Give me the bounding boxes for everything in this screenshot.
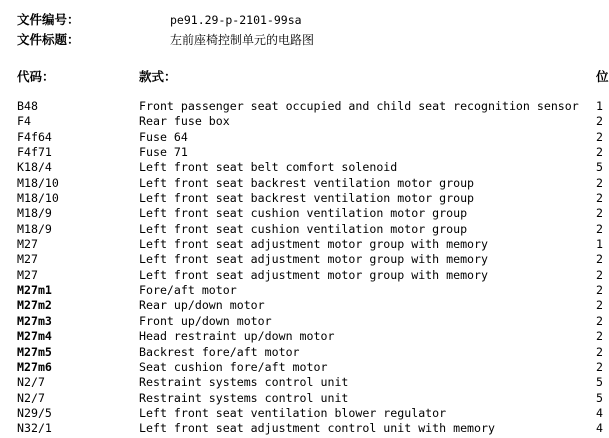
row-code: F4f71 (17, 145, 52, 160)
row-code: K18/4 (17, 160, 52, 175)
row-code: M27m4 (17, 329, 52, 344)
row-description: Seat cushion fore/aft motor (139, 359, 328, 374)
row-location: 2 (596, 206, 603, 221)
row-location: 2 (596, 329, 603, 344)
row-code: M27m5 (17, 344, 52, 359)
row-description: Fuse 64 (139, 129, 188, 144)
row-code: N2/7 (17, 390, 45, 405)
table-row (0, 206, 603, 221)
table-row (0, 421, 603, 436)
table-row (0, 313, 603, 329)
row-location: 2 (596, 252, 603, 267)
table-row (0, 329, 603, 344)
table-row (0, 191, 603, 206)
row-code: M18/9 (17, 206, 52, 221)
location-column-header: 位 (596, 69, 609, 84)
row-description: Rear fuse box (139, 114, 230, 129)
document-title-value: 左前座椅控制单元的电路图 (170, 33, 315, 47)
row-location: 2 (596, 191, 603, 206)
row-code: M27 (17, 237, 38, 252)
code-column-header: 代码： (17, 69, 55, 84)
row-code: M27 (17, 252, 38, 267)
row-code: N29/5 (17, 405, 52, 420)
description-column-header: 款式： (139, 69, 177, 84)
row-code: M27m2 (17, 298, 52, 313)
row-location: 2 (596, 344, 603, 359)
table-row (0, 405, 603, 421)
row-code: M27 (17, 267, 38, 282)
table-row (0, 359, 603, 375)
row-location: 2 (596, 267, 603, 282)
row-location: 4 (596, 421, 603, 436)
row-description: Left front seat adjustment motor group with memory (139, 237, 489, 252)
row-code: M18/9 (17, 221, 52, 236)
row-description: Left front seat belt comfort solenoid (139, 160, 398, 175)
row-description: Left front seat backrest ventilation motor group (139, 191, 475, 206)
table-row (0, 175, 603, 191)
table-row (0, 267, 603, 283)
row-code: M18/10 (17, 191, 59, 206)
row-location: 2 (596, 129, 603, 144)
row-location: 2 (596, 313, 603, 328)
row-location: 5 (596, 390, 603, 405)
row-description: Restraint systems control unit (139, 390, 349, 405)
row-location: 5 (596, 160, 603, 175)
table-row (0, 252, 603, 267)
table-row (0, 344, 603, 360)
row-description: Restraint systems control unit (139, 375, 349, 390)
table-row (0, 298, 603, 313)
row-code: N32/1 (17, 421, 52, 436)
table-row (0, 221, 603, 237)
table-row (0, 145, 603, 160)
row-description: Left front seat backrest ventilation motor group (139, 175, 475, 190)
row-location: 2 (596, 175, 603, 190)
table-row (0, 390, 603, 406)
row-description: Rear up/down motor (139, 298, 265, 313)
row-location: 2 (596, 221, 603, 236)
document-number-value: pe91.29-p-2101-99sa (170, 13, 302, 27)
table-row (0, 283, 603, 298)
row-code: M18/10 (17, 175, 59, 190)
row-description: Fuse 71 (139, 145, 188, 160)
table-row (0, 375, 603, 390)
table-row (0, 114, 603, 129)
row-description: Backrest fore/aft motor (139, 344, 300, 359)
row-location: 2 (596, 283, 603, 298)
table-row (0, 160, 603, 175)
row-code: F4f64 (17, 129, 52, 144)
row-location: 5 (596, 375, 603, 390)
row-description: Left front seat cushion ventilation motor group (139, 206, 468, 221)
row-location: 2 (596, 114, 603, 129)
row-description: Fore/aft motor (139, 283, 237, 298)
row-description: Head restraint up/down motor (139, 329, 335, 344)
row-location: 1 (596, 99, 603, 113)
row-location: 2 (596, 145, 603, 160)
row-code: M27m6 (17, 359, 52, 374)
table-row (0, 237, 603, 252)
row-description: Front passenger seat occupied and child seat recognition sensor (139, 99, 579, 113)
row-code: F4 (17, 114, 31, 129)
row-location: 2 (596, 359, 603, 374)
row-description: Left front seat adjustment motor group with memory (139, 267, 489, 282)
row-description: Left front seat adjustment control unit with memory (139, 421, 495, 436)
table-row (0, 129, 603, 145)
document-title-label: 文件标题： (17, 32, 80, 47)
row-location: 1 (596, 237, 603, 252)
row-code: N2/7 (17, 375, 45, 390)
table-row (0, 99, 603, 114)
row-description: Left front seat adjustment motor group with memory (139, 252, 489, 267)
row-description: Front up/down motor (139, 313, 272, 328)
row-description: Left front seat cushion ventilation motor group (139, 221, 468, 236)
row-code: M27m3 (17, 313, 52, 328)
row-description: Left front seat ventilation blower regulator (139, 405, 447, 420)
table-body (0, 99, 603, 437)
row-code: M27m1 (17, 283, 52, 298)
row-location: 2 (596, 298, 603, 313)
row-code: B48 (17, 99, 38, 113)
document-number-label: 文件编号： (17, 12, 80, 27)
row-location: 4 (596, 405, 603, 420)
